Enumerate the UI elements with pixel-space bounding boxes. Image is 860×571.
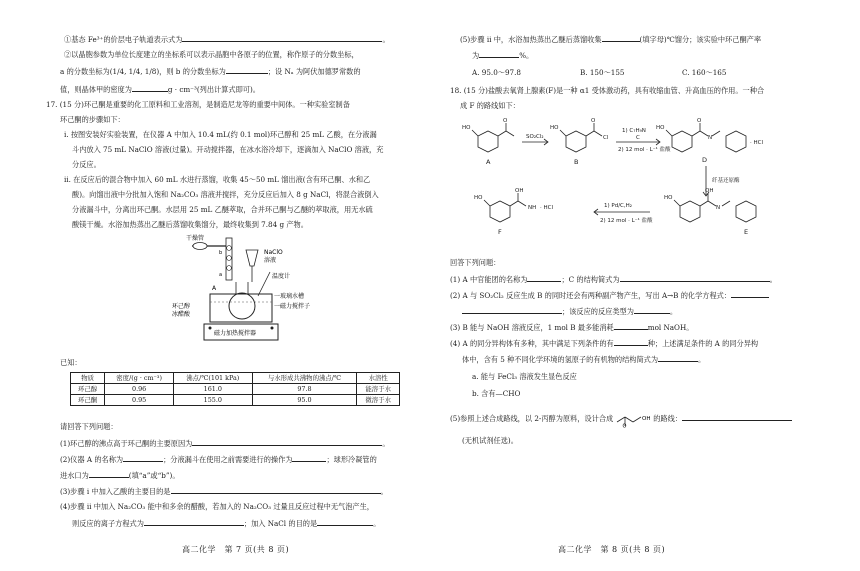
table-header-row: [71, 373, 400, 384]
known-label: 已知：: [60, 358, 82, 367]
atom-label: HO: [462, 125, 471, 131]
question-18-2-line1: (2) A 与 SO₂Cl₂ 反应生成 B 的同时还会有两种副产物产生，写出 A→B 的化学方程式：: [450, 290, 769, 300]
q18-title: 18. (15 分)盐酸去氧肾上腺素(F)是一种 α1 受体激动药，具有收缩血管、升高血压的作用。一种合: [450, 86, 765, 95]
molecule-a-ring: [478, 131, 498, 152]
thermometer: [258, 272, 270, 296]
bond: [586, 131, 594, 136]
atom-label: O: [622, 423, 627, 428]
atom-label: O: [697, 118, 702, 124]
answer-blank[interactable]: [462, 306, 562, 314]
atom-label: Cl: [603, 135, 609, 141]
page-footer-left: 高二化学 第 7 页(共 8 页): [182, 545, 290, 554]
step2-line3: 分液漏斗中，分离出环己酮。水层用 25 mL 乙醚萃取，合并环己酮与乙醚的萃取液，用无水硫: [72, 205, 373, 214]
question-2-line2: 进水口为 (填“a”或“b”)。: [60, 471, 180, 480]
q17-part5-line2: 为 %。: [472, 51, 534, 60]
table-header-cell: 密度/(g · cm⁻³): [105, 373, 174, 384]
atom-label: HO: [656, 125, 665, 131]
label-acetic-acid: 冰醋酸: [172, 311, 191, 318]
condition-b: b. 含有—CHO: [472, 389, 521, 398]
label-stir-bar: 一磁力搅拌子: [274, 303, 311, 310]
reagent-c7h9n: 1) C₇H₉N: [622, 128, 646, 134]
bond: [498, 131, 506, 136]
three-neck-flask: [229, 293, 255, 319]
label-f: F: [498, 228, 502, 236]
table-header-cell: 水溶性: [357, 373, 400, 384]
apparatus-svg: [170, 232, 350, 350]
label-glass-tank: 一玻璃水槽: [274, 293, 305, 300]
salt-label: · HCl: [750, 140, 764, 146]
question-2-line1: (2)仪器 A 的名称为 ；分液漏斗在使用之前需要进行的操作为 ；球形冷凝管的: [60, 455, 377, 464]
q17-title-line2: 环己酮的步骤如下：: [60, 115, 125, 124]
question-18-4-line2: 体中，含有 5 种不同化学环境的氢原子的有机物的结构简式为 。: [462, 355, 706, 364]
atom-label: HO: [664, 195, 673, 201]
molecule-d-ring: [672, 131, 692, 152]
table-cell: 环己酮: [71, 395, 105, 406]
answer-prompt: 请回答下列问题：: [60, 422, 118, 431]
question-1: (1)环己醇的沸点高于环己酮的主要原因为 。: [60, 439, 390, 448]
bond: [594, 131, 602, 136]
answer-blank[interactable]: [614, 322, 648, 330]
answer-blank[interactable]: [132, 84, 168, 92]
step1-line2: 斗内放入 75 mL NaClO 溶液(过量)。开动搅拌器，在冰水浴冷却下，逐滴加入 NaClO 溶液，充: [72, 145, 384, 154]
question-18-3: (3) B 能与 NaOH 溶液反应，1 mol B 最多能消耗 mol NaOH。: [450, 323, 694, 332]
option-c: C. 160～165: [682, 68, 727, 77]
question-3: (3)步骤 i 中加入乙酸的主要目的是 。: [60, 487, 388, 496]
table-cell: 155.0: [174, 395, 252, 406]
label-cyclohexanol: 环己醇: [172, 303, 191, 310]
reagent-hcl-2: 2) 12 mol · L⁻¹ 盐酸: [600, 218, 653, 224]
atom-label: NH: [528, 205, 537, 211]
bond: [472, 130, 478, 136]
answer-blank[interactable]: [634, 306, 670, 314]
reagent-pd: 1) Pd/C,H₂: [604, 203, 632, 209]
table-header-cell: 沸点/℃(101 kPa): [174, 373, 252, 384]
atom-label: N: [708, 135, 713, 141]
drying-tube-bulb: [193, 243, 207, 250]
answer-blank[interactable]: [620, 274, 770, 282]
synthesis-scheme: [450, 114, 810, 244]
bond: [712, 131, 720, 136]
bond: [506, 131, 514, 136]
label-naclo-solution: 溶液: [264, 257, 277, 264]
question-4-line1: (4)步骤 ii 中加入 Na₂CO₃ 能中和多余的醋酸，若加入的 Na₂CO₃ 过量且反应过程中无气泡产生，: [60, 502, 374, 511]
question-18-4-line1: (4) A 的同分异构体有多种，其中满足下列条件的有 种；上述满足条件的 A 的同分异构: [450, 339, 759, 348]
table-cell: 97.8: [252, 384, 357, 395]
label-drying-tube: 干燥管: [186, 235, 205, 242]
bond: [700, 201, 708, 206]
answer-blank[interactable]: [171, 486, 381, 494]
answer-blank[interactable]: [317, 518, 373, 526]
answer-blank[interactable]: [602, 34, 640, 42]
bond: [692, 131, 700, 136]
q16-part2-line3: 值，则晶体甲的密度为 g · cm⁻³(列出计算式即可)。: [60, 85, 260, 94]
label-condenser-a: a: [219, 272, 223, 278]
answer-blank[interactable]: [123, 454, 163, 462]
table-cell: 环己醇: [71, 384, 105, 395]
label-a: A: [486, 158, 491, 166]
bond: [700, 131, 708, 136]
bond: [617, 417, 625, 422]
bond: [674, 200, 680, 206]
answer-blank[interactable]: [658, 354, 698, 362]
table-cell: 95.0: [252, 395, 357, 406]
question-4-line2: 则反应的离子方程式为 ；加入 NaCl 的目的是 。: [72, 519, 381, 528]
reagent-hcl: 2) 12 mol · L⁻¹ 盐酸: [618, 147, 671, 153]
bond: [708, 201, 716, 206]
atom-label: OH: [515, 188, 524, 194]
q18-title-line2: 成 F 的路线如下：: [460, 101, 520, 110]
step2-line1: ii. 在反应后的混合物中加入 60 mL 水进行蒸馏，收集 45～50 mL 馏出液(含有环己酮、水和乙: [64, 175, 371, 184]
label-e: E: [744, 228, 749, 236]
atom-label: O: [503, 118, 508, 124]
molecule-f-ring: [490, 201, 510, 222]
reagent-enzyme: 纤基还原酶: [712, 178, 740, 184]
q17-title: 17. (15 分)环己酮是重要的化工原料和工业溶剂，是制造尼龙等的重要中间体。一种实验室制备: [46, 100, 350, 109]
table-cell: 161.0: [174, 384, 252, 395]
table-cell: 能溶于水: [357, 384, 400, 395]
atom-label: HO: [474, 195, 483, 201]
apparatus-diagram: [170, 232, 350, 352]
label-instrument-a: A: [212, 285, 217, 292]
atom-label: HO: [550, 125, 559, 131]
answer-blank[interactable]: [479, 50, 519, 58]
table-cell: 微溶于水: [357, 395, 400, 406]
answer-blank[interactable]: [89, 470, 129, 478]
reagent-c: C: [636, 135, 640, 141]
answer-blank[interactable]: [527, 274, 561, 282]
bond: [518, 201, 526, 206]
label-condenser-b: b: [219, 250, 223, 256]
answer-prompt: 回答下列问题：: [450, 258, 501, 267]
bond: [666, 130, 672, 136]
option-a: A. 95.0～97.8: [472, 68, 521, 77]
bond: [625, 417, 633, 422]
answer-blank[interactable]: [144, 518, 244, 526]
q16-part2-line1: ②以晶胞参数为单位长度建立的坐标系可以表示晶胞中各原子的位置，称作原子的分数坐标，: [64, 50, 359, 59]
reagent-so2cl2: SO₂Cl₂: [526, 134, 544, 140]
step1-line3: 分反应。: [72, 160, 101, 169]
stirrer-knob: [271, 327, 274, 330]
separatory-funnel: [246, 250, 258, 266]
step2-line4: 酸镁干燥。水浴加热蒸出乙醚后蒸馏收集馏分，最终收集到 7.84 g 产物。: [72, 220, 308, 229]
salt-label: · HCl: [540, 205, 554, 211]
table-row: [71, 384, 400, 395]
properties-table: [70, 372, 400, 406]
atom-label: OH: [642, 416, 651, 422]
atom-label: O: [591, 118, 596, 124]
question-18-2-line2: ；该反应的反应类型为 。: [462, 306, 677, 316]
label-d: D: [702, 156, 708, 164]
atom-label: OH: [705, 188, 714, 194]
bond: [560, 130, 566, 136]
bond: [484, 200, 490, 206]
page-footer-right: 高二化学 第 8 页(共 8 页): [558, 545, 666, 554]
target-molecule: [613, 410, 653, 428]
molecule-d-benzyl-ring: [726, 131, 746, 152]
step2-line2: 酸)。向馏出液中分批加入饱和 Na₂CO₃ 溶液并搅拌，充分反应后加入 8 g NaCl，将混合液倒入: [72, 190, 379, 199]
answer-blank[interactable]: [226, 66, 268, 74]
table-cell: 0.95: [105, 395, 174, 406]
molecule-e-ring: [680, 201, 700, 222]
step1-line1: i. 按图安装好实验装置，在仪器 A 中加入 10.4 mL(约 0.1 mol)环己醇和 25 mL 乙酸，在分液漏: [64, 130, 377, 139]
stirrer-knob: [209, 327, 212, 330]
bond: [633, 417, 641, 422]
answer-blank[interactable]: [182, 34, 382, 42]
label-stirrer: 磁力加热搅拌器: [214, 330, 257, 337]
atom-label: N: [716, 205, 721, 211]
answer-blank[interactable]: [614, 338, 648, 346]
condition-a: a. 能与 FeCl₃ 溶液发生显色反应: [472, 372, 577, 381]
question-18-5: (5)参照上述合成路线，以 2-丙醇为原料，设计合成 OH O 的路线：: [450, 410, 792, 428]
question-18-1: (1) A 中官能团的名称为 ；C 的结构简式为 。: [450, 275, 777, 284]
answer-blank[interactable]: [192, 438, 382, 446]
bond: [510, 201, 518, 206]
q16-part2-line2: a 的分数坐标为(1/4, 1/4, 1/8)，则 b 的分数坐标为 ；设 Nₐ 为阿伏加德罗常数的: [60, 67, 361, 76]
q16-part1: ①基态 Fe³⁺的价层电子轨道表示式为 。: [64, 35, 390, 44]
option-b: B. 150～155: [580, 68, 625, 77]
table-cell: 0.96: [105, 384, 174, 395]
table-header-cell: 物质: [71, 373, 105, 384]
molecule-b-ring: [566, 131, 586, 152]
question-18-5-note: (无机试剂任选)。: [462, 436, 518, 445]
answer-blank[interactable]: [682, 413, 792, 421]
bond: [722, 201, 730, 206]
label-b: B: [574, 158, 579, 166]
label-thermometer: 温度计: [272, 273, 291, 280]
table-row: [71, 395, 400, 406]
q17-part5-line1: (5)步骤 ii 中，水浴加热蒸出乙醚后蒸馏收集 (填字母)℃馏分；该实验中环己酮产率: [460, 35, 762, 44]
table-header-cell: 与水形成共沸物的沸点/℃: [252, 373, 357, 384]
answer-blank[interactable]: [731, 290, 769, 298]
molecule-e-benzyl-ring: [736, 201, 756, 222]
scheme-svg: [450, 114, 810, 242]
label-naclo: NaClO: [264, 249, 283, 256]
answer-blank[interactable]: [292, 454, 326, 462]
